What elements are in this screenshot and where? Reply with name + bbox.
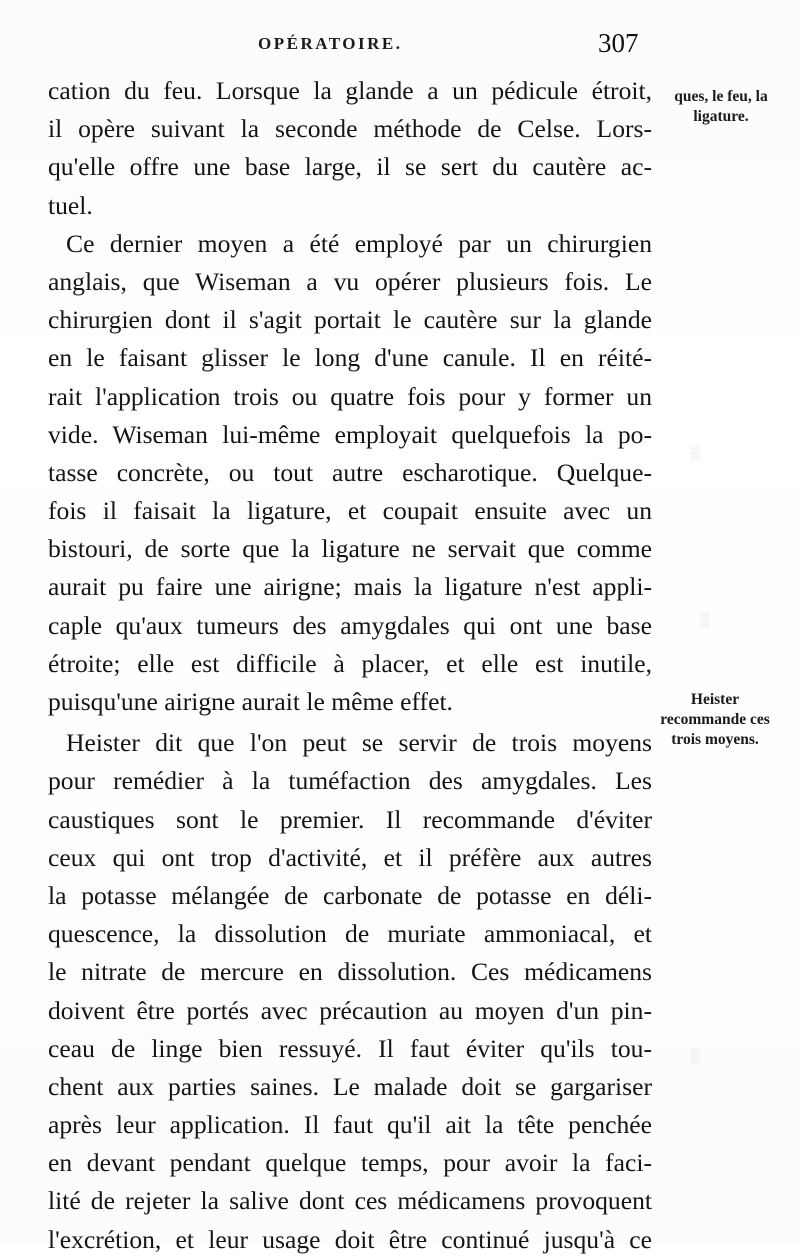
paragraph-start-line: Ce dernier moyen a été employé par un chirurgien	[66, 228, 652, 258]
text-line: vide. Wiseman lui-même employait quelquefois la po-	[48, 419, 652, 449]
running-head: OPÉRATOIRE.	[258, 34, 403, 53]
text-line: caustiques sont le premier. Il recommande d'éviter	[48, 804, 652, 834]
bleed-through-mark: ▒	[700, 613, 710, 628]
text-line: chent aux parties saines. Le malade doit se gargariser	[48, 1071, 652, 1101]
bleed-through-mark: ▒	[690, 446, 700, 461]
text-line: rait l'application trois ou quatre fois pour y former un	[48, 381, 652, 411]
text-line: le nitrate de mercure en dissolution. Ces médicamens	[48, 957, 652, 987]
text-line: étroite; elle est difficile à placer, et elle est inutile,	[48, 648, 652, 678]
margin-note-heister: Heister recommande ces trois moyens.	[660, 691, 770, 748]
text-line: pour remédier à la tuméfaction des amygdales. Les	[48, 766, 652, 796]
paragraph-start-line: Heister dit que l'on peut se servir de trois moyens	[66, 728, 652, 758]
body-text	[48, 72, 652, 1259]
text-line: caple qu'aux tumeurs des amygdales qui ont une base	[48, 610, 652, 640]
text-line: cation du feu. Lorsque la glande a un pédicule étroit,	[48, 76, 652, 105]
text-line: bistouri, de sorte que la ligature ne servait que comme	[48, 534, 652, 564]
bleed-through-mark: ▒	[690, 1049, 700, 1064]
page-number: 307	[598, 28, 639, 58]
text-line: l'excrétion, et leur usage doit être continué jusqu'à ce	[48, 1224, 652, 1254]
text-line: fois il faisait la ligature, et coupait ensuite avec un	[48, 496, 652, 526]
text-line: puisqu'une airigne aurait le même effet.	[48, 687, 453, 716]
text-line: chirurgien dont il s'agit portait le cautère sur la glande	[48, 305, 652, 335]
text-line: doivent être portés avec précaution au moyen d'un pin-	[48, 995, 652, 1025]
text-line: tuel.	[48, 190, 93, 220]
text-line: tasse concrète, ou tout autre escharotique. Quelque-	[48, 457, 652, 487]
text-line: en devant pendant quelque temps, pour avoir la faci-	[48, 1148, 652, 1178]
text-line: lité de rejeter la salive dont ces médicamens provoquent	[48, 1186, 652, 1216]
margin-note-methods: ques, le feu, la ligature.	[674, 88, 768, 125]
text-line: ceau de linge bien ressuyé. Il faut éviter qu'ils tou-	[48, 1033, 652, 1063]
text-line: la potasse mélangée de carbonate de potasse en déli-	[48, 880, 652, 910]
text-line: en le faisant glisser le long d'une canule. Il en réité-	[48, 343, 652, 373]
text-line: anglais, que Wiseman a vu opérer plusieurs fois. Le	[48, 266, 652, 296]
text-line: aurait pu faire une airigne; mais la ligature n'est appli-	[48, 572, 652, 602]
text-line: quescence, la dissolution de muriate ammoniacal, et	[48, 919, 652, 949]
text-line: qu'elle offre une base large, il se sert du cautère ac-	[48, 152, 652, 182]
text-line: il opère suivant la seconde méthode de Celse. Lors-	[48, 114, 652, 144]
text-line: après leur application. Il faut qu'il ait la tête penchée	[48, 1110, 652, 1140]
text-line: ceux qui ont trop d'activité, et il préfère aux autres	[48, 842, 652, 872]
